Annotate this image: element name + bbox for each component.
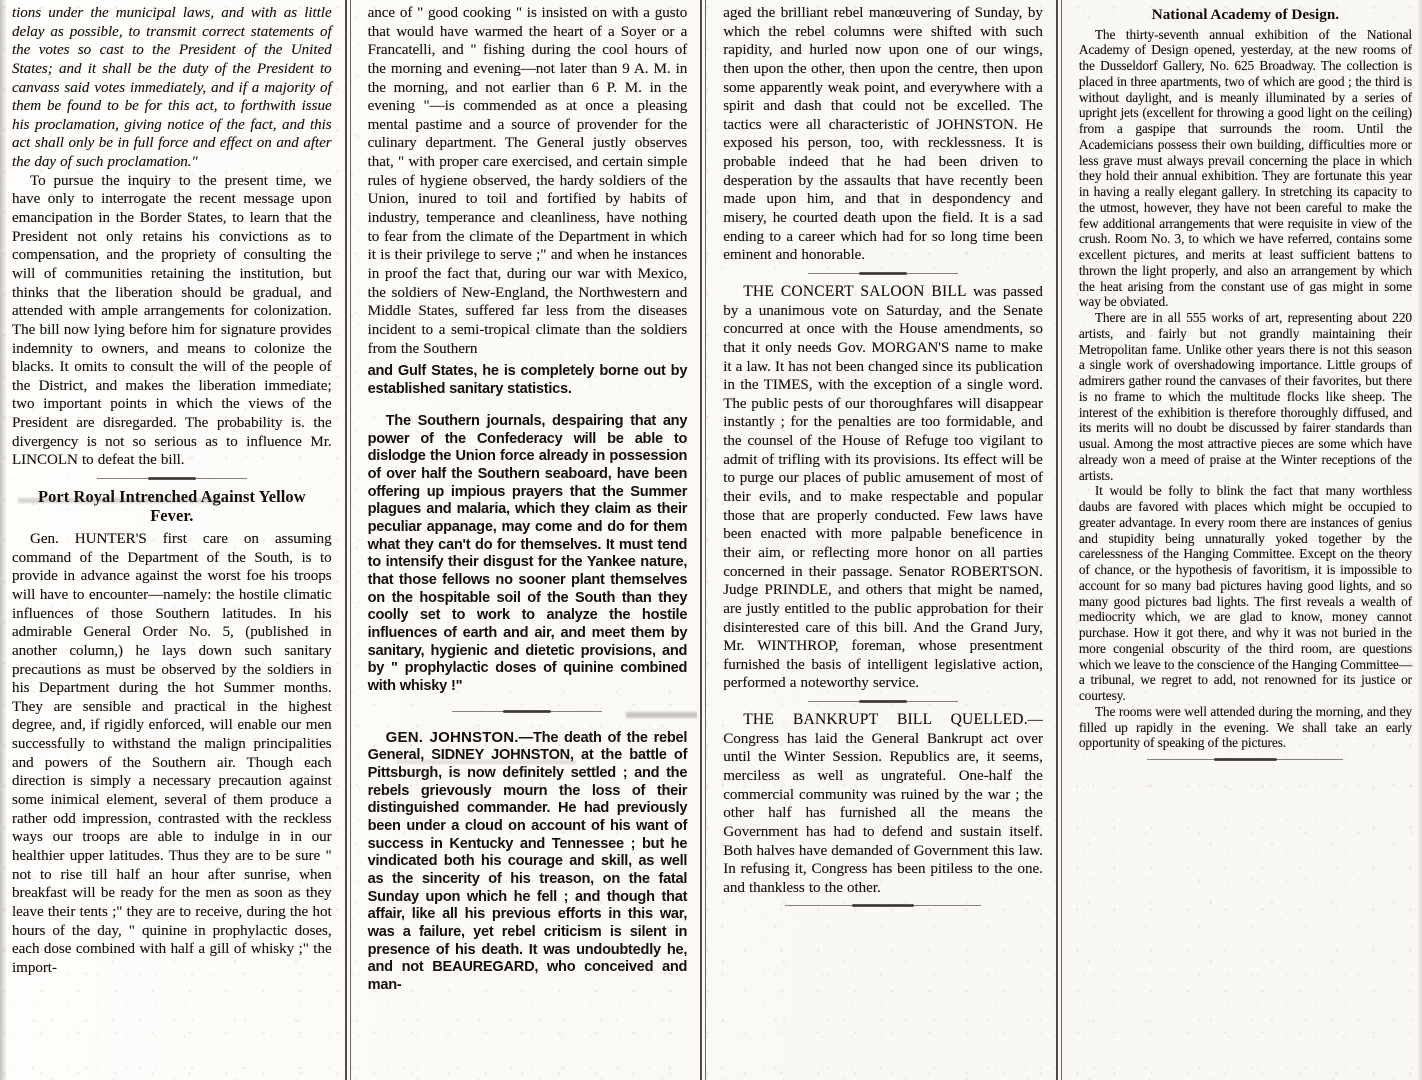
paragraph-academy-exhibition-rooms: The thirty-seventh annual exhibition of the National Academy of Design opened, yesterday, at the new rooms of the Dusseldorf Gallery, No. 625 Broadway. The collection is placed in three apartments, two of which are good ; the third is without daylight, and is meanly illuminated by a series of upright jets (excellent for throwing a good light on the ceiling) from a gaspipe that surrounds the room. Until the Academicians possess their own building, difficulties more or less grave must always prevail concerning the place in which they hold their annual exhibition. They are fortunate this year in having a really elegant gallery. In stretching its capacity to the utmost, however, they have not been careful to make the few additional arrangements that were requisite in view of the crush. Room No. 3, to which we have referred, contains some excellent pictures, and merits at least sufficient battens to thrown the light properly, and also an arrangement by which the heat arising from the constant use of gas might in some way be obviated. bbox=[1078, 26, 1412, 310]
column-divider-2 bbox=[697, 0, 711, 1080]
headline-port-royal bbox=[12, 487, 332, 525]
ink-smudge-artifact bbox=[626, 712, 698, 718]
paragraph-good-cooking-continued: ance of " good cooking " is insisted on with a gusto that would have warmed the heart of a Soyer or a Francatelli, and " fishing during the cool hours of the morning and evening—not later than 9 A. M. in the morning, and not earlier than 6 P. M. in the evening "—is commended as at once a pleasing mental pastime and a source of provender for the culinary department. The General justly observes that, " with proper care exercised, and certain simple rules of hygiene observed, the hardy soldiers of the Union, inured to toil and fortified by habits of industry, temperance and cleanliness, have nothing to fear from the climate of the Department in which it is their privilege to serve ;" and when he instances in proof the fact that, during our war with Mexico, the soldiers of New-England, the Northwestern and Middle States, suffered far less from the diseases incident to a semi-tropical climate than the soldiers from the Southern bbox=[367, 5, 688, 357]
paragraph-academy-attendance: The rooms were well attended during the morning, and they filled up rapidly in the evening. We shall take an early opportunity of speaking of the pictures. bbox=[1078, 703, 1412, 751]
paragraph-gen-johnston bbox=[368, 729, 688, 995]
leadin-concert-saloon-bill: THE CONCERT SALOON BILL bbox=[743, 282, 967, 300]
section-rule bbox=[808, 272, 958, 276]
section-rule-closing bbox=[1147, 758, 1343, 762]
paragraph-concert-saloon-bill bbox=[723, 282, 1043, 693]
paragraph-bankrupt-bill-quelled bbox=[723, 710, 1043, 897]
column-2 bbox=[356, 0, 698, 1080]
paragraph-academy-works-count: There are in all 555 works of art, representing about 220 artists, and fairly but not grandly maintaining their Metropolitan fame. Unlike other years there is not this season a single work of overshadowing importance. Little groups of admirers gather round the canvases of their favorites, but there is no frame to which the multitude flocks like sheep. The interest of the exhibition is therefore thoroughly diffused, and its merits will no doubt be discussed by fairer standards than usual. Among the most attractive pieces are some which have already won a meed of praise at the Winter receptions of the artists. bbox=[1078, 310, 1412, 483]
column-divider-3 bbox=[1053, 0, 1067, 1080]
column-1 bbox=[0, 0, 342, 1080]
headline-line-1: Port Royal Intrenched Against Yellow bbox=[37, 487, 306, 507]
headline-line-2: Fever. bbox=[150, 506, 194, 526]
section-rule bbox=[97, 477, 247, 481]
section-rule bbox=[452, 710, 602, 714]
paragraph-gen-hunter-sanitary-order: Gen. HUNTER'S first care on assuming command of the Department of the South, is to provide in advance against the worst foe his troops will have to encounter—namely: the hostile climatic influences of those Southern latitudes. In his admirable General Order No. 5, (published in another column,) he lays down such sanitary precautions as must be observed by the soldiers in his Department during the hot Summer months. They are sensible and practical in the highest degree, and, if rigidly enforced, will enable our men successfully to withstand the malign principalities and powers of the Southern air. Though each direction is simply a necessary precaution against some inimical element, several of them produce a rather odd impression, contrasted with the reckless ways our troops are able to indulge in in our healthier upper latitudes. Thus they are to be sure " not to rise till half an hour after sunrise, when breakfast will be ready for the men as soon as they leave their tents ;" they are to receive, during the hot hours of the day, " quinine in prophylactic doses, each dose combined with half a gill of whisky ;" the import- bbox=[12, 531, 332, 976]
paragraph-emancipation-inquiry: To pursue the inquiry to the present time, we have only to interrogate the recent message upon emancipation in the Border States, to learn that the President not only retains his convictions as to compensation, and the propriety of consulting the will of communities retaining the institution, but thinks that the liberation should be gradual, and attended with ample arrangements for colonization. The bill now lying before him for signature provides indemnity to owners, and means to colonize the blacks. It omits to consult the will of the people of the District, and makes the liberation immediate; two important points in which the views of the President are disregarded. The probability is. the divergency is not so serious as to influence Mr. LINCOLN to defeat the bill. bbox=[12, 172, 332, 469]
column-4 bbox=[1067, 0, 1422, 1080]
section-rule-closing bbox=[785, 904, 981, 908]
paragraph-bankrupt-bill-quelled-body: —Congress has laid the General Bankrupt act over until the Winter Session. Republics are, it seems, merciless as well as ungrateful. One-half the commercial community was ruined by the war ; the other half has furnished all the means the Government has had to defend and sustain itself. Both halves have demanded of Government this law. In refusing it, Congress has been pitiless to the one. and thankless to the other. bbox=[723, 712, 1043, 896]
leadin-gen-johnston: GEN. JOHNSTON. bbox=[385, 728, 519, 746]
column-3 bbox=[711, 0, 1053, 1080]
legislative-quotation-continued: tions under the municipal laws, and with as little delay as possible, to transmit correct statements of the votes so cast to the President of the United States; and it shall be the duty of the President to canvass said votes immediately, and if a majority of them be found to be for this act, to forthwith issue his proclamation, giving notice of the fact, and this act shall only be in full force and effect on and after the day of such proclamation." bbox=[12, 5, 332, 171]
column-divider-1 bbox=[342, 0, 356, 1080]
paragraph-gen-johnston-body: —The death of the rebel General, SIDNEY JOHNSTON, at the battle of Pittsburgh, is now definitely settled ; and the rebels grievously mourn the loss of their distinguished commander. He had previously been under a cloud on account of his want of success in Kentucky and Tennessee ; but he vindicated both his courage and skill, as well as the sincerity of his treason, on the fatal Sunday upon which he fell ; and though that affair, like all his previous efforts in this war, was a failure, yet rebel criticism is silent in presence of his death. It was undoubtedly he, and not BEAUREGARD, who conceived and man- bbox=[367, 729, 688, 993]
paragraph-concert-saloon-bill-body: was passed by a unanimous vote on Saturday, and the Senate concurred at once with the House amendments, so that it only needs Gov. MORGAN'S name to make it a law. It has not been changed since its publication in the TIMES, with the exception of a single word. The public pests of our thoroughfares will disappear instantly ; for the penalties are too formidable, and the counsel of the House of Refuge too vigilant to admit of trifling with its provisions. Its effect will be to purge our places of public amusement of most of their evils, and to make respectable and popular those that are properly conducted. Few laws have been enacted with more palpable beneficence in their aim, or reflecting more honor on all parties concerned in their passage. Senator ROBERTSON. Judge PRINDLE, and others that might be named, are justly entitled to the public approbation for their disinterested care of this bill. And the Grand Jury, Mr. WINTHROP, foreman, whose presentment furnished the basis of intelligent legislative action, performed a noteworthy service. bbox=[723, 283, 1043, 692]
leadin-bankrupt-bill-quelled: THE BANKRUPT BILL QUELLED. bbox=[743, 711, 1028, 729]
section-rule bbox=[808, 700, 958, 704]
paragraph-academy-hanging-committee: It would be folly to blink the fact that many worthless daubs are favored with places which might be occupied to greater advantage. In every room there are instances of genius and stupidity being unnaturally yoked together by the carelessness of the Hanging Committee. Except on the theory of chance, or the hypothesis of favoritism, it is impossible to account for so many bad pictures having good lights, and so many good pictures bad lights. The first reveals a wealth of mediocrity which, we are glad to know, money cannot purchase. How it got there, and why it was not buried in the more congenial obscurity of the third room, are questions which we leave to the conscience of the Hanging Committee—a tribunal, we regret to add, not renowned for its justice or courtesy. bbox=[1078, 483, 1412, 704]
headline-line-1: National Academy of Design. bbox=[1151, 6, 1340, 23]
headline-national-academy-of-design bbox=[1079, 6, 1412, 24]
paragraph-gulf-states-statistics: and Gulf States, he is completely borne out by established sanitary statistics. bbox=[367, 363, 688, 397]
paragraph-southern-journals: The Southern journals, despairing that any power of the Confederacy will be able to dislodge the Union force already in possession of over half the Southern seaboard, have been offering up impious prayers that the Summer plagues and malaria, which they claim as their peculiar appanage, may come and do for them what they can't do for themselves. It must tend to intensify their disgust for the Yankee nature, that those fellows no sooner plant themselves on the hospitable soil of the South than they coolly set to work to analyze the hostile influences of earth and air, and meet them by sanitary, hygienic and dietetic provisions, and by " prophylactic doses of quinine combined with whisky !" bbox=[367, 413, 688, 694]
paragraph-johnston-tactics-continued: aged the brilliant rebel manœuvering of Sunday, by which the rebel columns were shifted with such rapidity, and hurled now upon one of our wings, then upon the other, then upon the centre, then upon some apparently weak point, and everywhere with a spirit and dash that could not be excelled. The tactics were all characteristic of JOHNSTON. He exposed his person, too, with recklessness. It is probable indeed that he had been driven to desperation by the assaults that have recently been made upon him, and that in despondency and misery, he courted death upon the field. It is a sad ending to a career which had for so long time been eminent and honorable. bbox=[723, 5, 1043, 264]
